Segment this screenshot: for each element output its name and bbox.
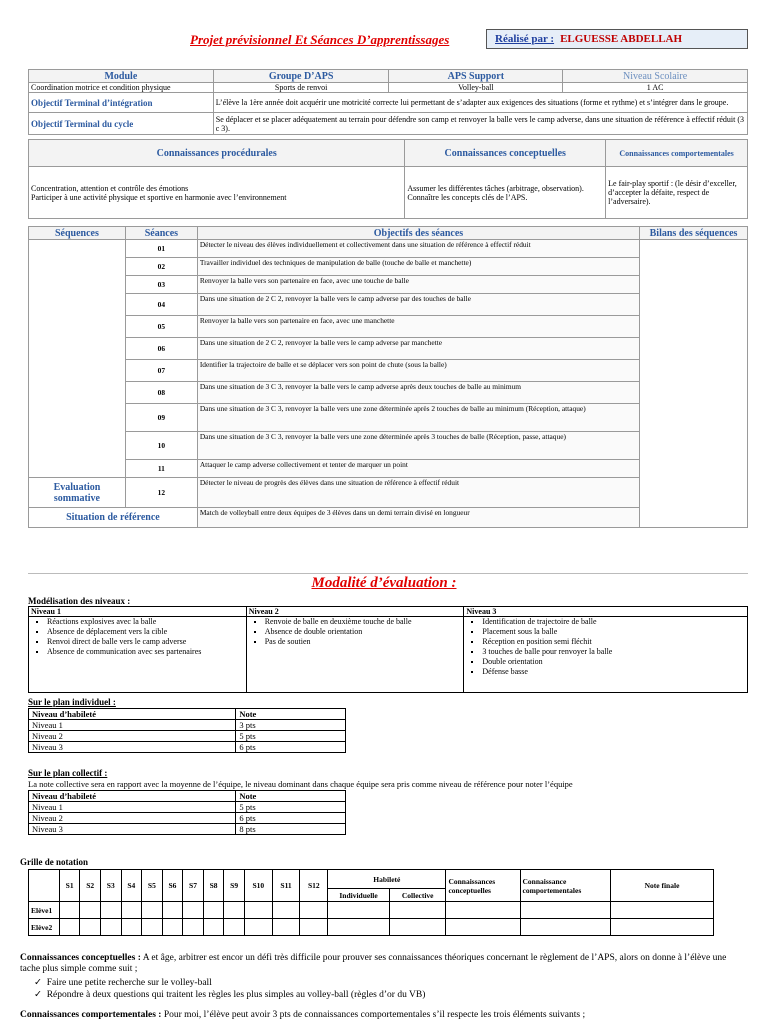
grille-coll: Collective — [389, 889, 446, 902]
module-value: Coordination motrice et condition physique — [29, 83, 214, 93]
grille-s-header: S9 — [224, 870, 245, 902]
sea-header: Séances — [125, 227, 197, 240]
grille-s-header: S4 — [121, 870, 142, 902]
proc-item: Participer à une activité physique et sportive en harmonie avec l’environnement — [31, 192, 287, 202]
grille-s-header: S1 — [59, 870, 80, 902]
grille-cc: Connaissances conceptuelles — [446, 870, 520, 902]
level-criterion: ▪ Réactions explosives avec la balle — [47, 617, 244, 627]
coll-level: Niveau 1 — [29, 802, 236, 813]
grille-s-header: S7 — [183, 870, 204, 902]
grille-s-header: S10 — [244, 870, 272, 902]
ind-note-header: Note — [236, 709, 346, 720]
level-criterion: ▪ Placement sous la balle — [482, 627, 745, 637]
coll-level: Niveau 3 — [29, 824, 236, 835]
n1-header: Niveau 1 — [29, 607, 247, 617]
seance-num: 09 — [125, 404, 197, 432]
conc-item: Assumer les différentes tâches (arbitrage, observation). — [407, 183, 584, 193]
coll-note: 8 pts — [236, 824, 346, 835]
ind-level: Niveau 3 — [29, 742, 236, 753]
seance-objective: Dans une situation de 2 C 2, renvoyer la balle vers le camp adverse par des touches de balle — [197, 294, 639, 316]
seance-num: 07 — [125, 360, 197, 382]
oti-label: Objectif Terminal d’intégration — [29, 93, 214, 113]
eval-label: Evaluation sommative — [29, 478, 126, 508]
cc-label: Connaissances conceptuelles : — [20, 953, 141, 963]
ind-note: 6 pts — [236, 742, 346, 753]
comp-header: Connaissances comportementales — [606, 140, 748, 167]
seance-num: 10 — [125, 432, 197, 460]
seance-objective: Renvoyer la balle vers son partenaire en face, avec une touche de balle — [197, 276, 639, 294]
level-criterion: ▪ Renvoie de balle en deuxième touche de balle — [265, 617, 462, 627]
coll-note: 6 pts — [236, 813, 346, 824]
level-criterion: ▪ Pas de soutien — [265, 637, 462, 647]
check-item: ✓ Faire une petite recherche sur le volley-ball — [34, 978, 212, 988]
cb-label: Connaissances comportementales : — [20, 1010, 162, 1020]
aps-header: APS Support — [389, 70, 563, 83]
ind-note: 5 pts — [236, 731, 346, 742]
grille-s-header: S12 — [300, 870, 328, 902]
modalite-title: Modalité d’évaluation : — [311, 575, 457, 591]
conc-cell — [405, 167, 606, 219]
ref-label: Situation de référence — [29, 508, 198, 528]
level-criterion: ▪ Absence de double orientation — [265, 627, 462, 637]
connaissances-table — [28, 139, 748, 219]
author-label: Réalisé par : — [495, 33, 555, 45]
author-box — [486, 29, 748, 49]
bil-header: Bilans des séquences — [640, 227, 748, 240]
cc-paragraph — [20, 953, 745, 975]
seance-num: 02 — [125, 258, 197, 276]
grille-final: Note finale — [611, 870, 714, 902]
collectif-title: Sur le plan collectif : — [28, 768, 108, 778]
grille-title: Grille de notation — [20, 857, 88, 867]
grille-indiv: Individuelle — [328, 889, 390, 902]
document-title: Projet prévisionnel Et Séances D’apprentissages — [190, 32, 450, 47]
level-criterion: ▪ Identification de trajectoire de balle — [482, 617, 745, 627]
seance-num: 05 — [125, 316, 197, 338]
level-criterion: ▪ Absence de déplacement vers la cible — [47, 627, 244, 637]
n2-cell — [246, 617, 464, 693]
seance-num: 01 — [125, 240, 197, 258]
level-criterion: ▪ 3 touches de balle pour renvoyer la balle — [482, 647, 745, 657]
ind-note: 3 pts — [236, 720, 346, 731]
cb-text: Pour moi, l’élève peut avoir 3 pts de connaissances comportementales s’il respecte les trois éléments suivants ; — [161, 1010, 586, 1020]
eval-objective: Détecter le niveau de progrès des élèves dans une situation de référence à effectif réduit — [197, 478, 639, 508]
coll-level-header: Niveau d’habileté — [29, 791, 236, 802]
obj-header: Objectifs des séances — [197, 227, 639, 240]
coll-level: Niveau 2 — [29, 813, 236, 824]
cb-paragraph — [20, 1010, 745, 1021]
ind-level: Niveau 2 — [29, 731, 236, 742]
level-criterion: ▪ Double orientation — [482, 657, 745, 667]
ind-level-header: Niveau d’habileté — [29, 709, 236, 720]
n3-header: Niveau 3 — [464, 607, 748, 617]
groupe-value: Sports de renvoi — [213, 83, 389, 93]
seance-objective: Identifier la trajectoire de balle et se déplacer vers son point de chute (sous la balle) — [197, 360, 639, 382]
section-divider — [28, 573, 748, 574]
grille-ccomp: Connaissance comportementales — [520, 870, 611, 902]
otc-text: Se déplacer et se placer adéquatement au terrain pour défendre son camp et renvoyer la balle vers le camp adverse, dans une situation de référence à effectif réduit (3 c 3). — [213, 113, 747, 135]
level-criterion: ▪ Réception en position semi fléchit — [482, 637, 745, 647]
seance-objective: Travailler individuel des techniques de manipulation de balle (touche de balle et manchette) — [197, 258, 639, 276]
seance-objective: Renvoyer la balle vers son partenaire en face, avec une manchette — [197, 316, 639, 338]
grille-row — [29, 919, 714, 936]
seance-objective: Dans une situation de 3 C 3, renvoyer la balle vers une zone déterminée après 2 touches de balle au minimum (Réception, attaque) — [197, 404, 639, 432]
n1-cell — [29, 617, 247, 693]
seance-num: 06 — [125, 338, 197, 360]
ref-text: Match de volleyball entre deux équipes de 3 élèves dans un demi terrain divisé en longueur — [197, 508, 639, 528]
coll-note: 5 pts — [236, 802, 346, 813]
eval-num: 12 — [125, 478, 197, 508]
grille-s-header: S8 — [203, 870, 224, 902]
oti-text: L’élève la 1ère année doit acquérir une motricité correcte lui permettant de s’adapter aux exigences des situations (forme et rythme) et s’intégrer dans le groupe. — [213, 93, 747, 113]
seance-num: 04 — [125, 294, 197, 316]
check-item: ✓ Répondre à deux questions qui traitent les règles les plus simples au volley-ball (règles d’or du VB) — [34, 990, 426, 1000]
grille-s-header: S3 — [100, 870, 121, 902]
grille-s-header: S6 — [162, 870, 183, 902]
conc-header: Connaissances conceptuelles — [405, 140, 606, 167]
proc-cell — [29, 167, 405, 219]
niveaux-table — [28, 606, 748, 693]
conc-item: Connaître les concepts clés de l’APS. — [407, 192, 528, 202]
info-table — [28, 69, 748, 135]
grille-corner — [29, 870, 60, 902]
proc-item: Concentration, attention et contrôle des émotions — [31, 183, 189, 193]
groupe-header: Groupe D’APS — [213, 70, 389, 83]
grille-s-header: S5 — [142, 870, 163, 902]
otc-label: Objectif Terminal du cycle — [29, 113, 214, 135]
level-criterion: ▪ Renvoi direct de balle vers le camp adverse — [47, 637, 244, 647]
ind-level: Niveau 1 — [29, 720, 236, 731]
individuel-title: Sur le plan individuel : — [28, 697, 116, 707]
model-title: Modélisation des niveaux : — [28, 596, 131, 606]
seance-num: 11 — [125, 460, 197, 478]
seance-objective: Dans une situation de 3 C 3, renvoyer la balle vers une zone déterminée après 3 touches de balle (Réception, passe, attaque) — [197, 432, 639, 460]
seq-header: Séquences — [29, 227, 126, 240]
grille-student: Elève2 — [29, 919, 60, 936]
grille-student: Elève1 — [29, 902, 60, 919]
seance-num: 03 — [125, 276, 197, 294]
niveau-header: Niveau Scolaire — [563, 70, 748, 83]
n2-header: Niveau 2 — [246, 607, 464, 617]
level-criterion: ▪ Absence de communication avec ses partenaires — [47, 647, 244, 657]
bilan-cell — [640, 240, 748, 528]
seance-objective: Dans une situation de 2 C 2, renvoyer la balle vers le camp adverse par manchette — [197, 338, 639, 360]
grille-row — [29, 902, 714, 919]
niveau-value: 1 AC — [563, 83, 748, 93]
check-text: Répondre à deux questions qui traitent les règles les plus simples au volley-ball (règles d’or du VB) — [46, 990, 426, 1000]
grille-s-header: S2 — [80, 870, 101, 902]
individuel-table — [28, 708, 346, 753]
grille-s-header: S11 — [272, 870, 300, 902]
level-criterion: ▪ Défense basse — [482, 667, 745, 677]
grille-habilete: Habileté — [328, 870, 446, 889]
grille-table — [28, 869, 714, 936]
author-name: ELGUESSE ABDELLAH — [560, 33, 683, 45]
proc-header: Connaissances procédurales — [29, 140, 405, 167]
collectif-table — [28, 790, 346, 835]
seance-objective: Dans une situation de 3 C 3, renvoyer la balle vers le camp adverse après deux touches de balle au minimum — [197, 382, 639, 404]
aps-value: Volley-ball — [389, 83, 563, 93]
seances-table — [28, 226, 748, 528]
seance-objective: Détecter le niveau des élèves individuellement et collectivement dans une situation de référence à effectif réduit — [197, 240, 639, 258]
collectif-desc: La note collective sera en rapport avec la moyenne de l’équipe, le niveau dominant dans chaque équipe sera pris comme niveau de référence pour noter l’équipe — [28, 779, 573, 789]
comp-cell: Le fair-play sportif : (le désir d’exceller, d’accepter la défaite, respect de l’adversaire). — [606, 167, 748, 219]
seance-objective: Attaquer le camp adverse collectivement et tenter de marquer un point — [197, 460, 639, 478]
check-text: Faire une petite recherche sur le volley-ball — [46, 978, 212, 988]
n3-cell — [464, 617, 748, 693]
module-header: Module — [29, 70, 214, 83]
seance-num: 08 — [125, 382, 197, 404]
seq-cell — [29, 240, 126, 478]
coll-note-header: Note — [236, 791, 346, 802]
cc-text: A et âge, arbitrer est encor un défi très difficile pour prouver ses connaissances théoriques concernant le règlement de l’APS, alors on donne à l’élève une tache plus simple comme suit ; — [20, 953, 727, 974]
